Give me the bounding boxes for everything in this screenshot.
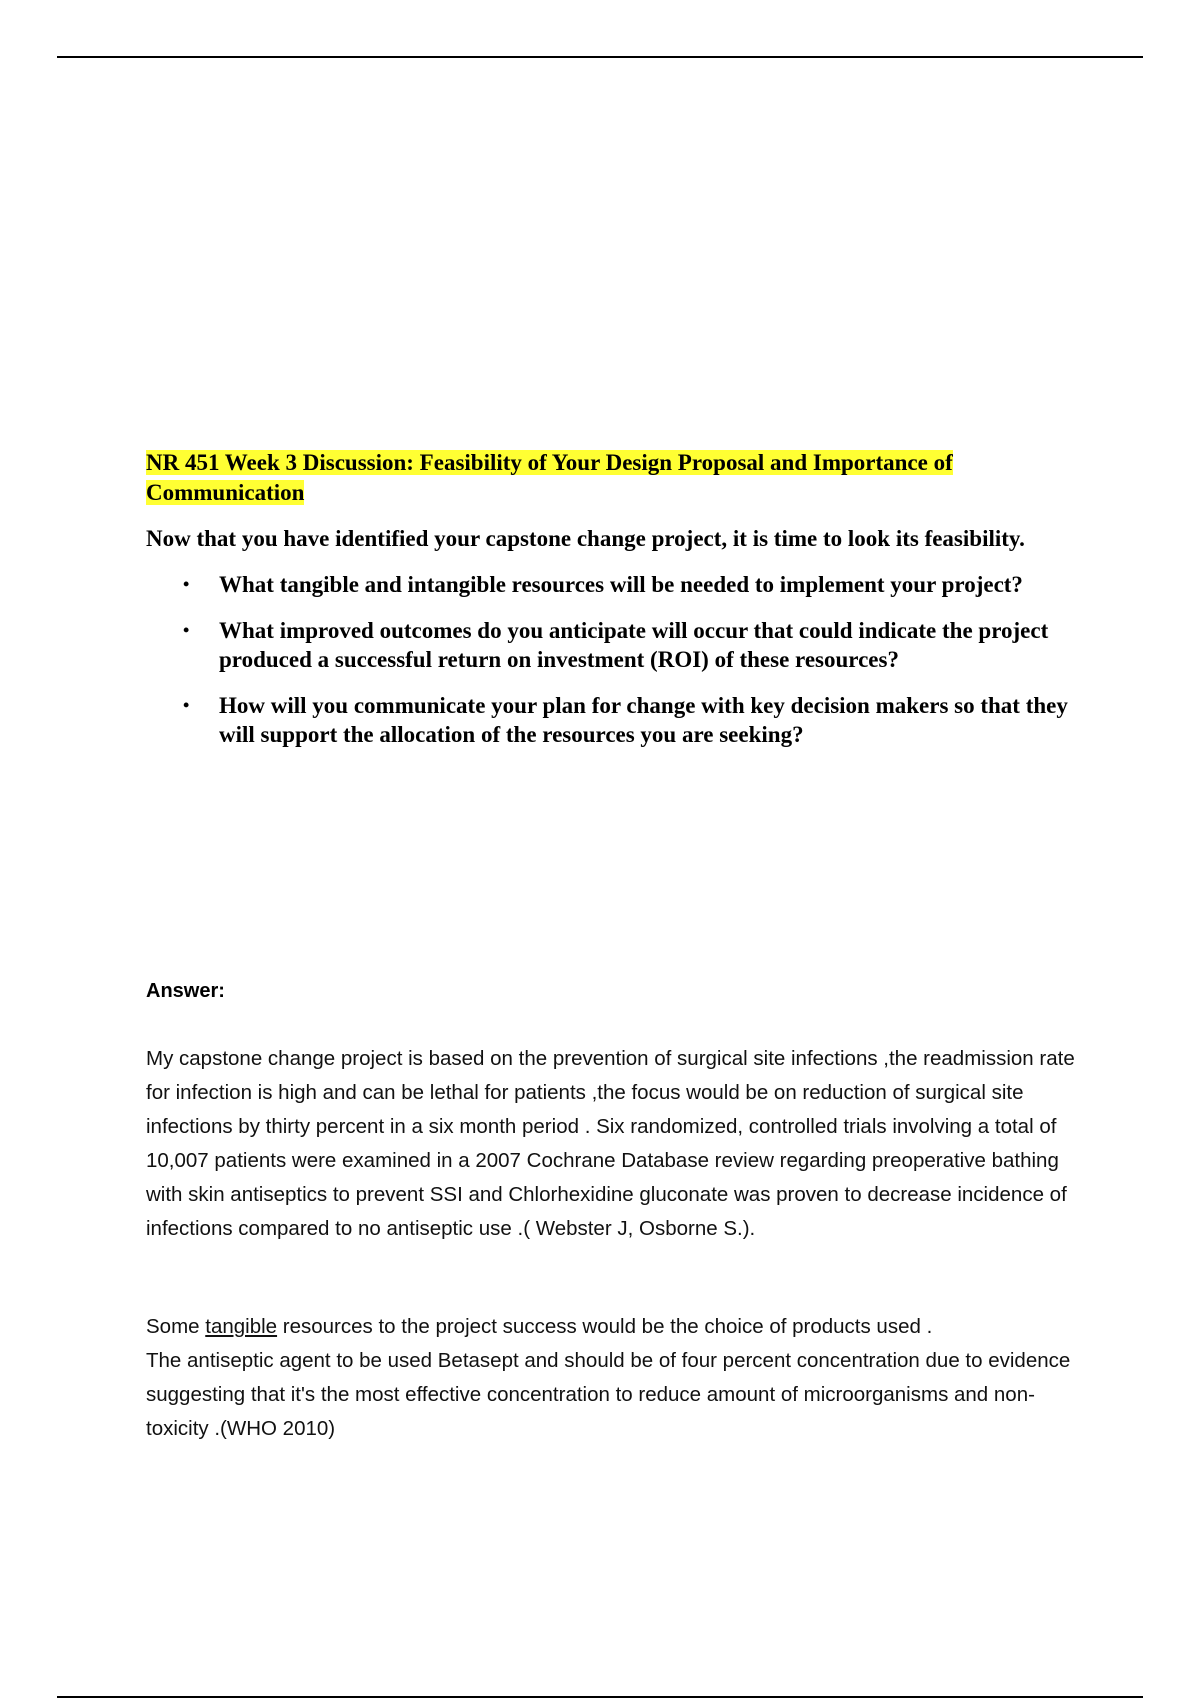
answer-paragraph: [146, 1310, 1086, 1446]
answer-text-continuation: The antiseptic agent to be used Betasept and should be of four percent concentration due to evidence suggesting that it's the most effective concentration to reduce amount of microorganisms and non-toxicity .(WHO 2010): [146, 1349, 1071, 1440]
question-text: How will you communicate your plan for change with key decision makers so that they will support the allocation of the resources you are seeking?: [219, 693, 1068, 747]
answer-text-lead: Some: [146, 1315, 206, 1338]
question-item: [146, 570, 1086, 599]
answer-paragraph: My capstone change project is based on the prevention of surgical site infections ,the readmission rate for infection is high and can be lethal for patients ,the focus would be on reduction of surgical site infections by thirty percent in a six month period . Six randomized, controlled trials involving a total of 10,007 patients were examined in a 2007 Cochrane Database review regarding preoperative bathing with skin antiseptics to prevent SSI and Chlorhexidine gluconate was proven to decrease incidence of infections compared to no antiseptic use .( Webster J, Osborne S.).: [146, 1047, 1075, 1240]
bullet-icon: •: [183, 620, 190, 640]
question-list: [146, 570, 1086, 749]
question-item: [146, 616, 1086, 674]
bottom-rule: [57, 1696, 1143, 1698]
bullet-icon: •: [183, 574, 190, 594]
bullet-icon: •: [183, 695, 190, 715]
answer-text-rest: resources to the project success would be the choice of products used .: [277, 1315, 933, 1338]
question-item: [146, 691, 1086, 749]
top-rule: [57, 56, 1143, 58]
prompt-text: Now that you have identified your capstone change project, it is time to look its feasibility.: [146, 526, 1025, 551]
document-title: [146, 448, 1086, 508]
answer-label: Answer:: [146, 980, 225, 1002]
question-text: What improved outcomes do you anticipate will occur that could indicate the project produced a successful return on investment (ROI) of these resources?: [219, 618, 1049, 672]
question-text: What tangible and intangible resources will be needed to implement your project?: [219, 572, 1023, 597]
question-section: [146, 448, 1086, 766]
title-highlight: NR 451 Week 3 Discussion: Feasibility of Your Design Proposal and Importance of Communication: [146, 450, 953, 505]
underlined-word: tangible: [205, 1315, 278, 1338]
